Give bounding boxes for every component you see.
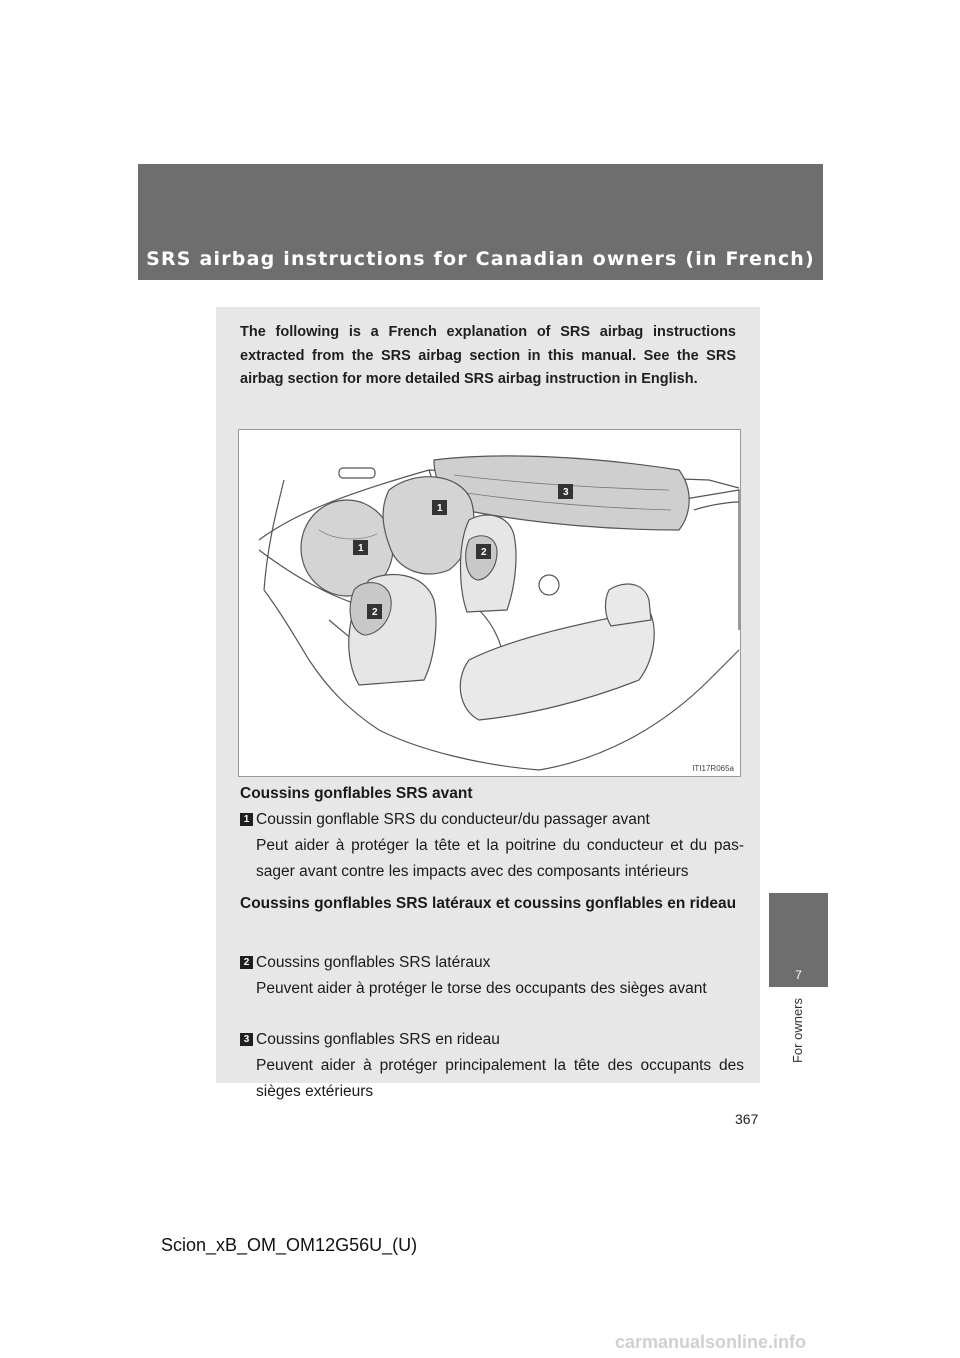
- item-marker-2: 2: [240, 956, 253, 969]
- item-1-title: Coussin gonflable SRS du conducteur/du passager avant: [256, 811, 650, 828]
- item-marker-3: 3: [240, 1033, 253, 1046]
- item-3-description: Peuvent aider à protéger principalement la tête des occupants des sièges extérieurs: [256, 1057, 744, 1100]
- intro-text: The following is a French explanation of SRS airbag instructions extracted from the SRS airbag section in this manual. See the SRS airbag section for more detailed SRS airbag instruction in English.: [240, 324, 736, 387]
- chapter-label-text: For owners: [790, 997, 806, 1063]
- chapter-number: 7: [795, 968, 802, 982]
- item-1-description: Peut aider à protéger la tête et la poitrine du conducteur et du pas-sager avant contre les impacts avec des composants intérieurs: [256, 837, 744, 880]
- callout-1-upper-text: 1: [437, 503, 443, 514]
- callout-2-left-text: 2: [372, 607, 378, 618]
- section-title: SRS airbag instructions for Canadian owners (in French): [146, 248, 815, 270]
- footer-code: Scion_xB_OM_OM12G56U_(U): [161, 1235, 418, 1255]
- chapter-tab[interactable]: [769, 893, 828, 987]
- section-header: [138, 164, 823, 280]
- front-airbags-heading: Coussins gonflables SRS avant: [240, 785, 473, 802]
- chapter-label: [778, 990, 818, 1070]
- callout-3-text: 3: [563, 487, 569, 498]
- item-marker-1: 1: [240, 813, 253, 826]
- vehicle-interior-drawing: [239, 430, 740, 776]
- content-box: [216, 307, 760, 1100]
- item-2-title: Coussins gonflables SRS latéraux: [256, 954, 491, 971]
- callout-1-lower-text: 1: [358, 543, 364, 554]
- figure-code: ITI17R065a: [692, 764, 734, 773]
- watermark: carmanualsonline.info: [615, 1332, 807, 1352]
- airbag-illustration: [238, 429, 741, 777]
- side-curtain-heading: Coussins gonflables SRS latéraux et coussins gonflables en rideau: [240, 895, 737, 912]
- page-number: 367: [735, 1111, 759, 1127]
- item-3-title: Coussins gonflables SRS en rideau: [256, 1031, 500, 1048]
- callout-2-right-text: 2: [481, 547, 487, 558]
- item-2-description: Peuvent aider à protéger le torse des occupants des sièges avant: [256, 980, 707, 997]
